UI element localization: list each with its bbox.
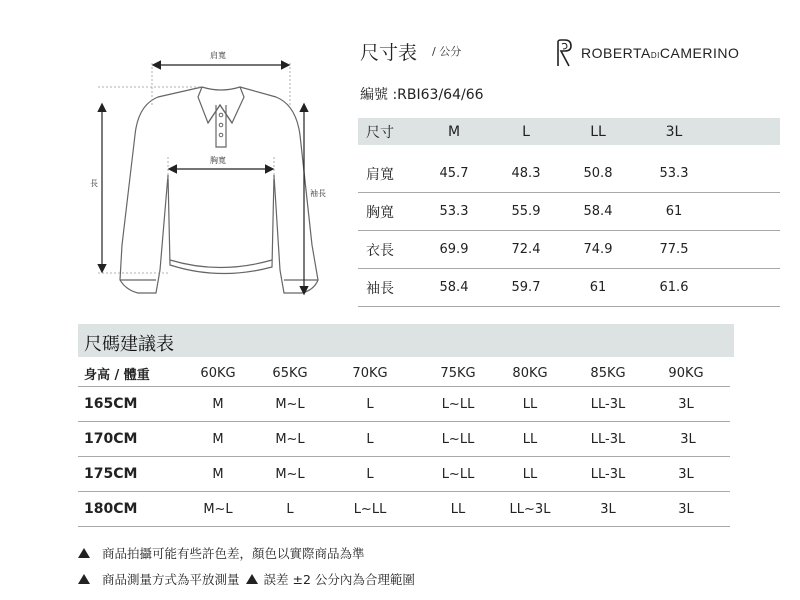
size-header-cell: LL — [590, 123, 606, 140]
triangle-icon — [246, 574, 258, 584]
height-label: 175CM — [84, 466, 138, 482]
weight-header-cell: 70KG — [352, 365, 388, 381]
sleeve-label: 袖長 — [310, 189, 326, 198]
recommendation-row — [78, 422, 730, 457]
triangle-icon — [78, 574, 90, 584]
size-chart-title: 尺寸表 — [360, 42, 418, 64]
recommendation-row — [78, 492, 730, 527]
size-cell: 3L — [678, 396, 694, 412]
measurement-cell: 74.9 — [583, 242, 613, 257]
triangle-icon — [78, 548, 90, 558]
measurement-cell: 58.4 — [583, 204, 613, 219]
size-cell: M — [212, 431, 224, 447]
chest-label: 胸寬 — [210, 156, 226, 165]
measurement-row-label: 袖長 — [366, 280, 394, 297]
height-label: 180CM — [84, 501, 138, 517]
unit-label: / 公分 — [432, 45, 462, 58]
length-label: 長 — [90, 179, 98, 188]
size-cell: L~LL — [441, 396, 475, 412]
size-cell: L — [286, 501, 294, 517]
measurement-header-row — [358, 118, 780, 145]
measurement-row-label: 肩寬 — [366, 166, 394, 183]
weight-header-cell: 60KG — [200, 365, 236, 381]
size-cell: L~LL — [441, 431, 475, 447]
measurement-cell: 61 — [665, 204, 683, 219]
size-cell: LL — [522, 431, 538, 447]
size-cell: M~L — [203, 501, 233, 517]
button-icon — [219, 113, 223, 117]
measurement-row — [358, 269, 780, 307]
size-header-cell: L — [522, 123, 530, 140]
note-color — [78, 544, 365, 562]
size-cell: 3L — [678, 466, 694, 482]
note-measure — [78, 570, 415, 588]
weight-header-cell: 75KG — [440, 365, 476, 381]
size-cell: LL~3L — [509, 501, 551, 517]
measurement-row — [358, 193, 780, 231]
recommendation-corner-label: 身高 / 體重 — [84, 367, 150, 383]
recommendation-title: 尺碼建議表 — [84, 334, 174, 355]
note-color-text: 商品拍攝可能有些許色差，顏色以實際商品為準 — [102, 546, 365, 561]
measurement-cell: 50.8 — [583, 166, 613, 181]
button-icon — [219, 123, 223, 127]
size-cell: M~L — [275, 396, 305, 412]
measurement-cell: 53.3 — [439, 204, 469, 219]
weight-header-cell: 85KG — [590, 365, 626, 381]
recommendation-table — [78, 360, 730, 527]
measurement-row — [358, 231, 780, 269]
weight-header-cell: 80KG — [512, 365, 548, 381]
measurement-row-label: 胸寬 — [366, 204, 394, 221]
measurement-cell: 58.4 — [439, 280, 469, 295]
measurement-cell: 53.3 — [659, 166, 689, 181]
measurement-cell: 59.7 — [511, 280, 541, 295]
size-cell: LL-3L — [590, 466, 626, 482]
height-label: 165CM — [84, 396, 138, 412]
measurement-row — [358, 155, 780, 193]
size-cell: M~L — [275, 431, 305, 447]
measurement-cell: 77.5 — [659, 242, 689, 257]
measurement-cell: 61 — [589, 280, 607, 295]
measurement-cell: 72.4 — [511, 242, 541, 257]
size-cell: LL — [522, 396, 538, 412]
weight-header-cell: 90KG — [668, 365, 704, 381]
size-cell: M — [212, 396, 224, 412]
size-cell: 3L — [680, 431, 696, 447]
measurement-cell: 55.9 — [511, 204, 541, 219]
weight-header-cell: 65KG — [272, 365, 308, 381]
size-cell: L~LL — [353, 501, 387, 517]
measurement-cell: 45.7 — [439, 166, 469, 181]
brand-name — [581, 45, 739, 61]
size-cell: M~L — [275, 466, 305, 482]
size-cell: LL-3L — [590, 431, 626, 447]
measurement-cell: 61.6 — [659, 280, 689, 295]
brand-emblem-icon — [553, 38, 575, 68]
brand-name-di: DI — [650, 51, 660, 60]
brand-logo — [553, 38, 739, 68]
measurement-cell: 69.9 — [439, 242, 469, 257]
brand-name-last: CAMERINO — [659, 45, 740, 61]
height-label: 170CM — [84, 431, 138, 447]
size-cell: L~LL — [441, 466, 475, 482]
recommendation-row — [78, 387, 730, 422]
size-cell: LL-3L — [590, 396, 626, 412]
recommendation-row — [78, 457, 730, 492]
recommendation-header-row — [78, 360, 730, 387]
measurement-cell: 48.3 — [511, 166, 541, 181]
measurement-row-label: 衣長 — [366, 242, 394, 259]
measurement-table — [358, 118, 780, 307]
size-cell: LL — [450, 501, 466, 517]
brand-name-first: ROBERTA — [581, 45, 651, 61]
size-cell: 3L — [678, 501, 694, 517]
shoulder-label: 肩寬 — [210, 51, 226, 60]
shirt-diagram — [80, 45, 360, 315]
shirt-outline — [120, 87, 318, 293]
size-cell: 3L — [600, 501, 616, 517]
size-cell: L — [366, 466, 374, 482]
size-header-cell: M — [447, 123, 461, 140]
button-icon — [219, 133, 223, 137]
recommendation-title-bar — [78, 324, 734, 357]
size-cell: M — [212, 466, 224, 482]
size-cell: L — [366, 431, 374, 447]
size-header-cell: 3L — [665, 123, 683, 140]
note-tolerance-text: 誤差 ±2 公分內為合理範圍 — [263, 572, 415, 587]
measurement-header-label: 尺寸 — [366, 124, 394, 141]
size-cell: L — [366, 396, 374, 412]
note-measure-text: 商品測量方式為平放測量 — [102, 572, 240, 587]
size-cell: LL — [522, 466, 538, 482]
model-number: 編號 :RBI63/64/66 — [360, 87, 484, 103]
